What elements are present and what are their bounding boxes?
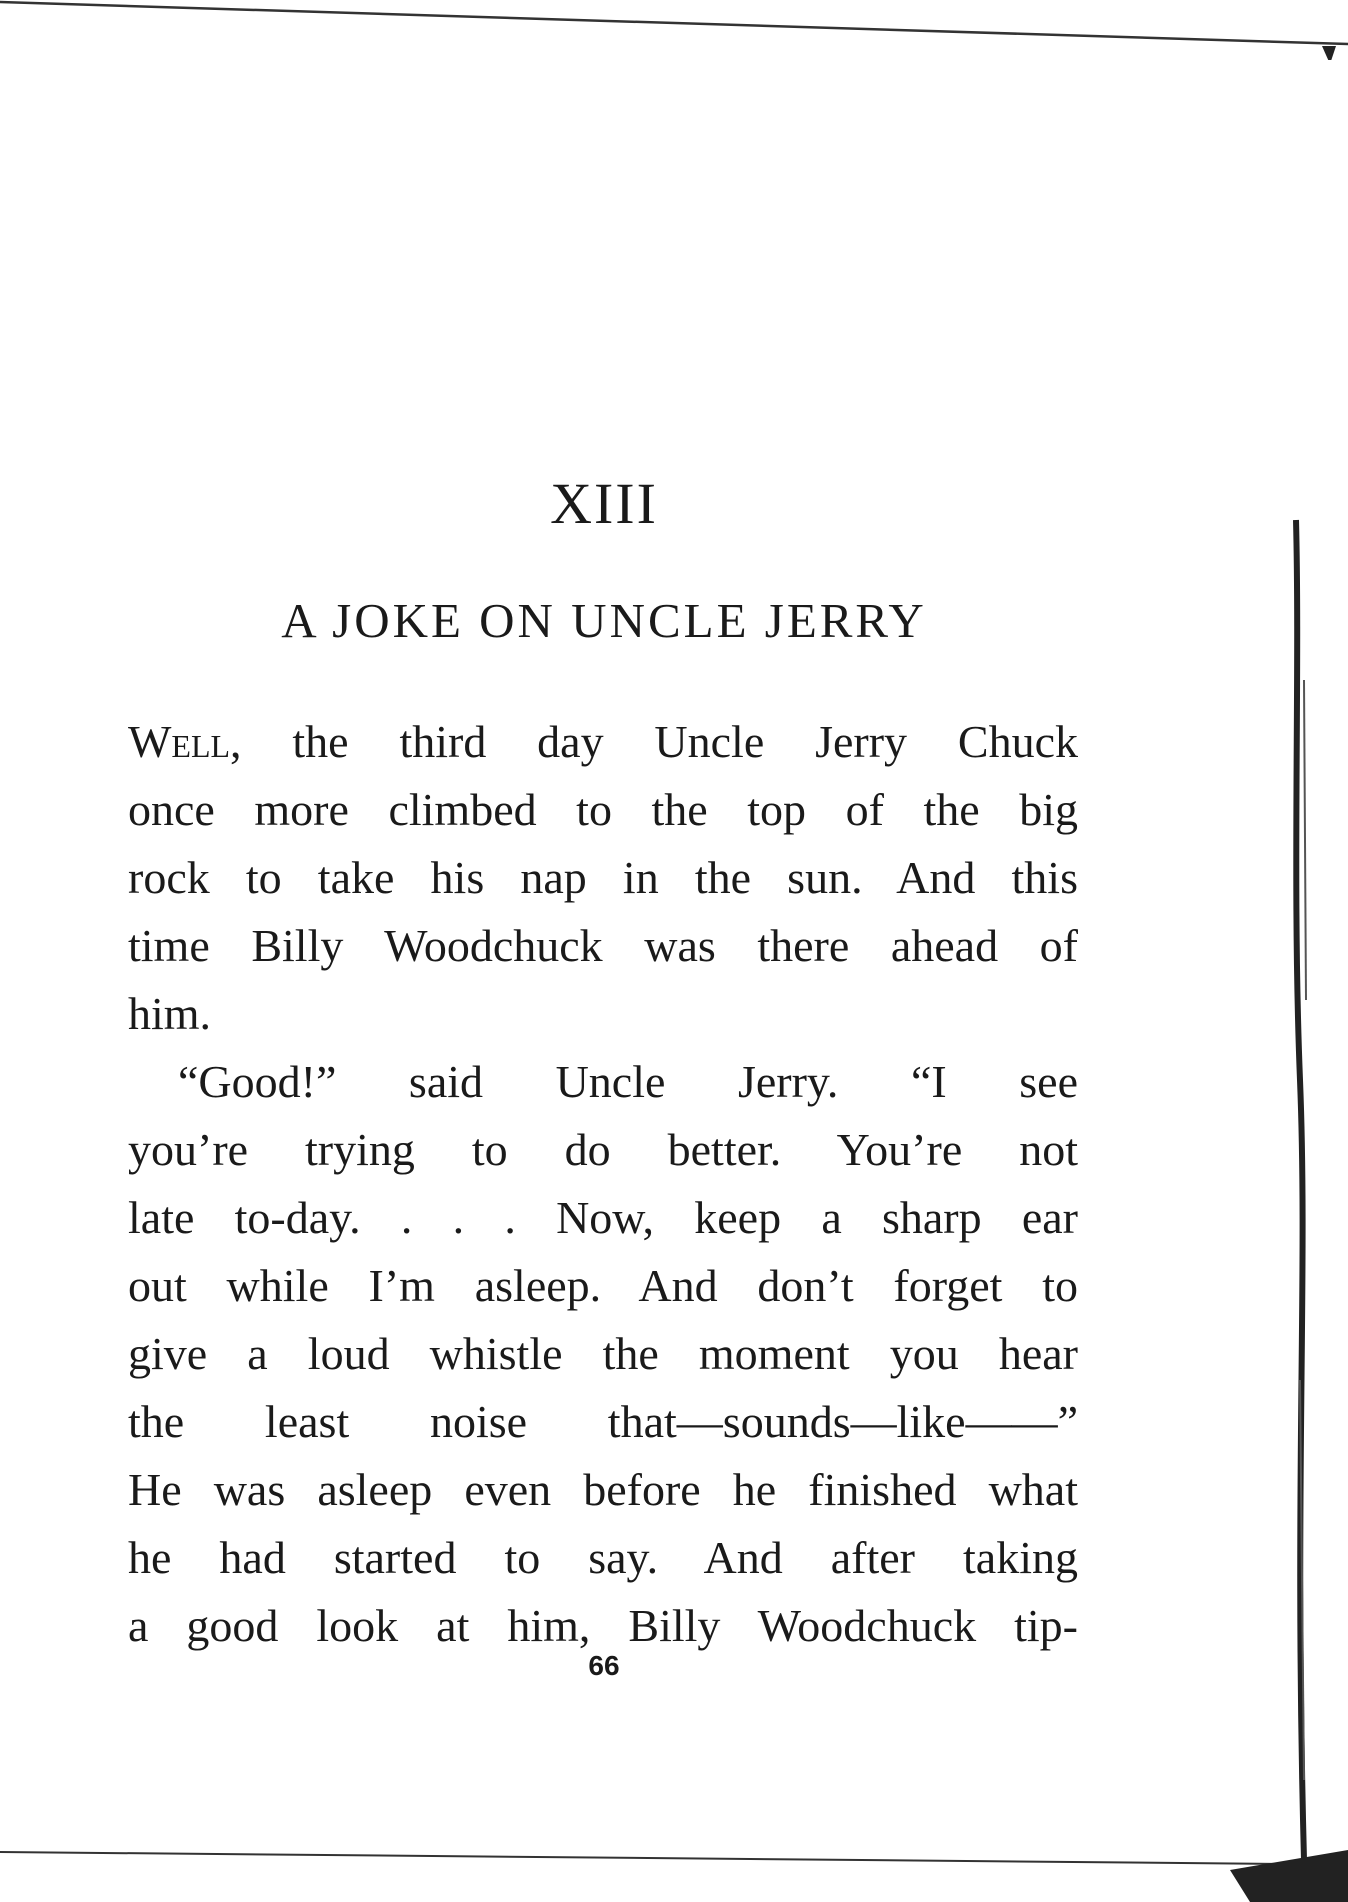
bottom-scan-edge — [0, 1830, 1348, 1902]
text-line: time Billy Woodchuck was there ahead of — [128, 920, 1078, 971]
text-line: “Good!” said Uncle Jerry. “I see — [178, 1056, 1078, 1107]
text-line: him. — [128, 988, 212, 1039]
text-line: the least noise that—sounds—like——” — [128, 1396, 1078, 1447]
text-line: out while I’m asleep. And don’t forget to — [128, 1260, 1078, 1311]
top-scan-edge — [0, 0, 1348, 60]
text-line: Well, the third day Uncle Jerry Chuck — [128, 716, 1078, 767]
binding-edge-shadow — [1270, 480, 1330, 1860]
text-line: rock to take his nap in the sun. And this — [128, 852, 1078, 903]
text-line: a good look at him, Billy Woodchuck tip- — [128, 1600, 1078, 1651]
text-line: He was asleep even before he finished what — [128, 1464, 1078, 1515]
text-line: late to-day. . . . Now, keep a sharp ear — [128, 1192, 1078, 1243]
drop-word: Well, — [128, 716, 242, 767]
text-line: give a loud whistle the moment you hear — [128, 1328, 1078, 1379]
chapter-text — [128, 708, 1078, 1660]
text-line: you’re trying to do better. You’re not — [128, 1124, 1078, 1175]
text-line: he had started to say. And after taking — [128, 1532, 1078, 1583]
chapter-number: XIII — [550, 471, 658, 536]
page-number: 66 — [588, 1650, 620, 1681]
text-line: once more climbed to the top of the big — [128, 784, 1078, 835]
chapter-title: A JOKE ON UNCLE JERRY — [281, 593, 927, 648]
